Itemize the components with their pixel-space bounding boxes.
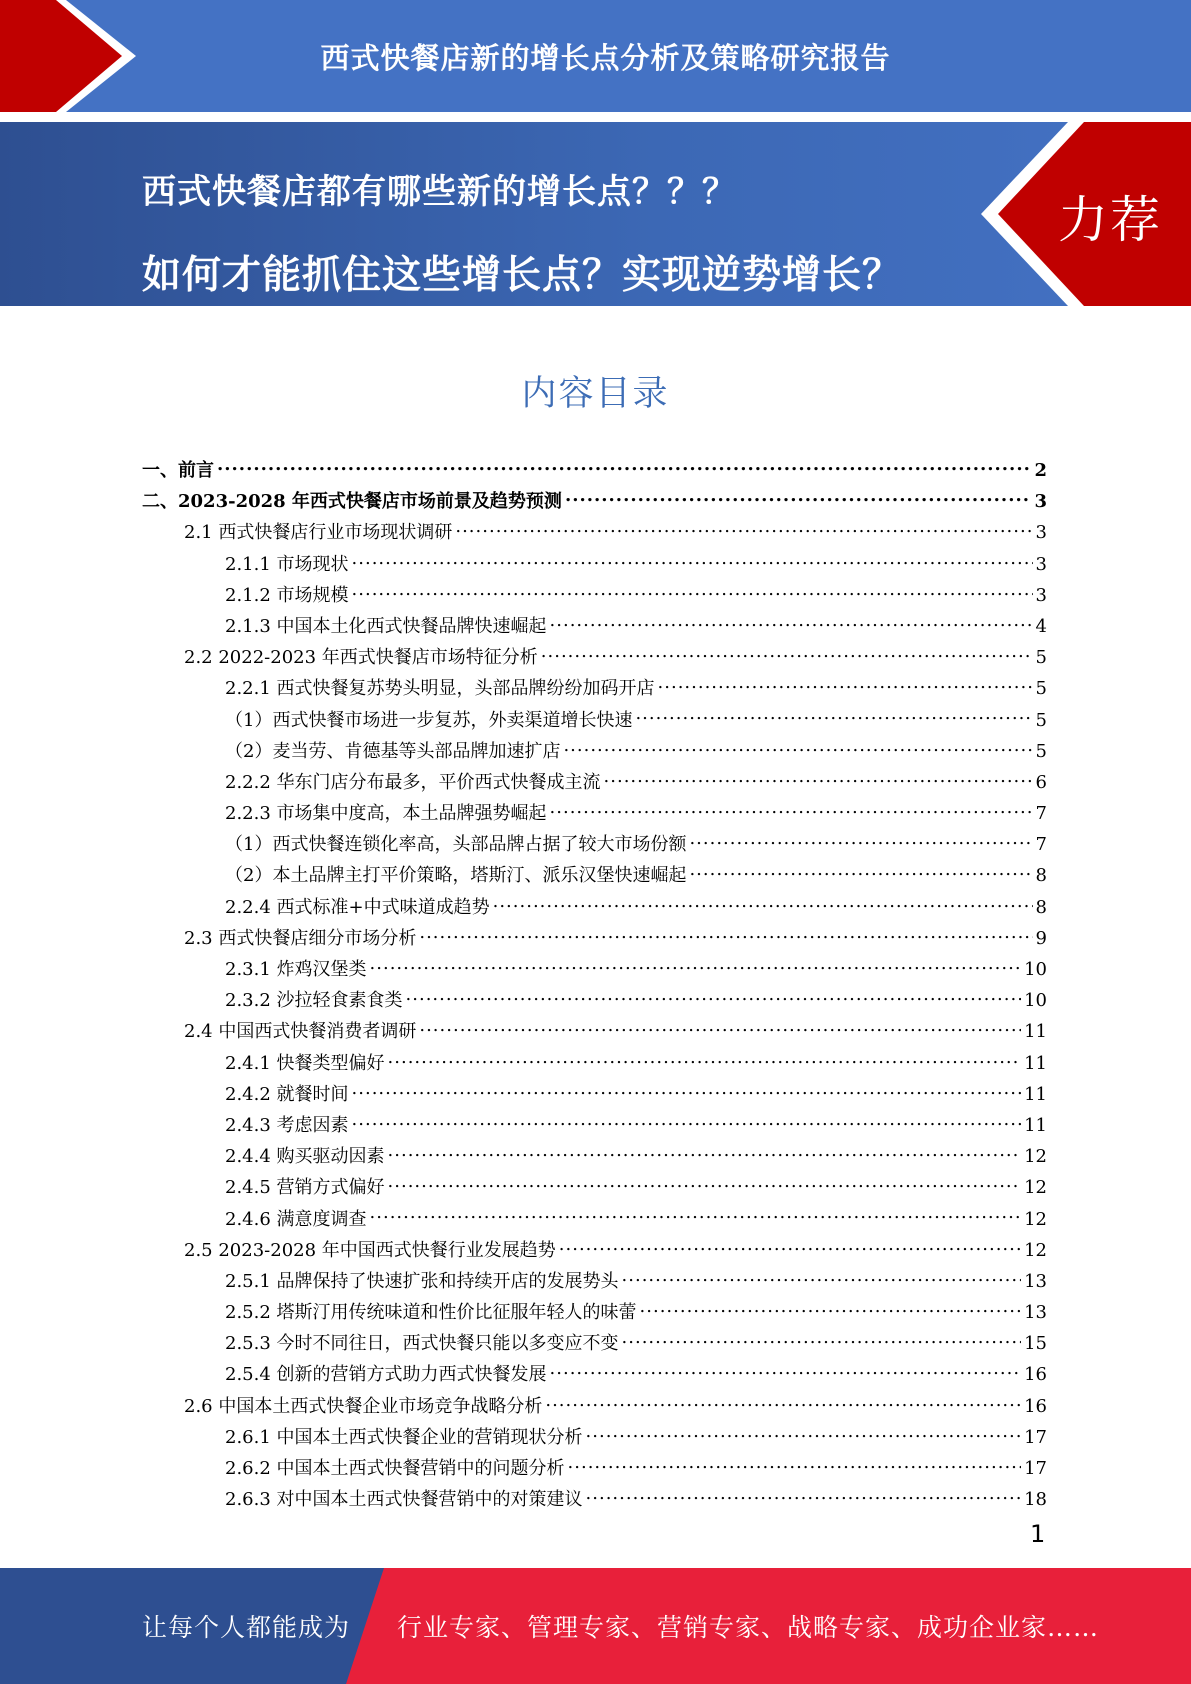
toc-entry[interactable] [142,580,1047,611]
hero-question-how-to-grow: 如何才能抓住这些增长点？实现逆势增长？ [142,253,903,298]
recommend-badge: 力荐 [1058,191,1162,249]
toc-dot-leader [370,1204,1022,1235]
toc-dot-leader [622,1266,1022,1297]
toc-entry-page: 12 [1024,1208,1047,1230]
toc-entry-title: 2.3.2 沙拉轻食素食类 [225,990,403,1012]
toc-entry-page: 4 [1035,615,1047,637]
toc-entry[interactable] [142,611,1047,642]
toc-entry[interactable] [142,1141,1047,1172]
toc-entry-title: 2.3.1 炸鸡汉堡类 [225,959,367,980]
toc-dot-leader [640,1297,1022,1328]
toc-dot-leader [689,860,1032,891]
toc-entry-title: 2.3 西式快餐店细分市场分析 [184,927,417,949]
toc-entry-page: 3 [1034,491,1047,513]
toc-entry-title: 2.1.2 市场规模 [225,584,349,606]
toc-entry-page: 3 [1035,584,1047,606]
footer-slogan-roles: 行业专家、管理专家、营销专家、战略专家、成功企业家…… [397,1613,1100,1642]
toc-entry-title: 2.2.3 市场集中度高，本土品牌强势崛起 [225,803,547,825]
toc-entry-title: 2.5.3 今时不同往日，西式快餐只能以多变应不变 [225,1333,619,1355]
toc-entry-page: 11 [1024,1083,1047,1105]
header-band [0,0,1191,112]
toc-dot-leader [545,1391,1021,1422]
toc-entry[interactable] [142,486,1047,517]
toc-entry[interactable] [142,1484,1047,1515]
toc-dot-leader [352,549,1033,580]
toc-entry-title: （2）本土品牌主打平价策略，塔斯汀、派乐汉堡快速崛起 [225,865,687,887]
toc-entry-title: 2.2 2022-2023 年西式快餐店市场特征分析 [184,647,538,669]
toc-entry-title: 2.4 中国西式快餐消费者调研 [184,1021,417,1043]
toc-entry-page: 3 [1035,553,1047,575]
toc-entry-title: 2.5.4 创新的营销方式助力西式快餐发展 [225,1364,547,1386]
toc-entry-page: 13 [1024,1302,1047,1324]
footer-slogan-lead: 让每个人都能成为 [142,1613,351,1642]
toc-entry-page: 7 [1035,834,1047,856]
toc-entry-title: 2.2.2 华东门店分布最多，平价西式快餐成主流 [225,771,601,793]
toc-entry-title: （1）西式快餐市场进一步复苏，外卖渠道增长快速 [225,709,633,731]
toc-entry-title: 2.4.4 购买驱动因素 [225,1146,385,1168]
toc-entry[interactable] [142,860,1047,891]
toc-entry[interactable] [142,829,1047,860]
toc-entry[interactable] [142,1422,1047,1453]
toc-dot-leader [622,1328,1022,1359]
toc-title: 内容目录 [521,374,670,414]
toc-entry-page: 10 [1024,959,1047,980]
toc-dot-leader [689,829,1032,860]
toc-dot-leader [563,736,1032,767]
table-of-contents [142,455,1047,1515]
toc-entry-page: 6 [1035,771,1047,793]
toc-entry-page: 3 [1035,522,1047,544]
toc-entry-title: （2）麦当劳、肯德基等头部品牌加速扩店 [225,740,561,762]
toc-dot-leader [352,1079,1022,1110]
toc-dot-leader [493,892,1033,923]
toc-entry[interactable] [142,1048,1047,1079]
toc-entry[interactable] [142,923,1047,954]
toc-entry[interactable] [142,1328,1047,1359]
toc-entry[interactable] [142,1391,1047,1422]
toc-entry-page: 11 [1024,1052,1047,1074]
toc-entry-title: （1）西式快餐连锁化率高，头部品牌占据了较大市场份额 [225,834,687,856]
toc-dot-leader [658,673,1033,704]
toc-entry[interactable] [142,1079,1047,1110]
toc-dot-leader [217,455,1031,486]
toc-dot-leader [370,954,1022,985]
toc-dot-leader [550,1359,1022,1390]
toc-entry-page: 12 [1024,1177,1047,1199]
toc-dot-leader [455,517,1032,548]
toc-dot-leader [586,1422,1022,1453]
toc-entry[interactable] [142,736,1047,767]
toc-entry-title: 二、2023-2028 年西式快餐店市场前景及趋势预测 [142,491,562,513]
toc-dot-leader [419,1016,1021,1047]
toc-entry-page: 7 [1035,803,1047,825]
toc-dot-leader [352,1110,1022,1141]
toc-dot-leader [419,923,1032,954]
toc-entry-page: 11 [1024,1114,1047,1136]
toc-entry[interactable] [142,1204,1047,1235]
toc-dot-leader [550,611,1033,642]
toc-entry-page: 5 [1035,740,1047,762]
toc-entry-page: 5 [1035,709,1047,731]
toc-entry-title: 2.2.1 西式快餐复苏势头明显，头部品牌纷纷加码开店 [225,678,655,700]
toc-entry-title: 2.4.2 就餐时间 [225,1083,349,1105]
toc-entry-page: 15 [1024,1333,1047,1355]
toc-entry[interactable] [142,517,1047,548]
toc-entry-page: 13 [1024,1270,1047,1292]
toc-entry-title: 一、前言 [142,460,214,481]
toc-entry-title: 2.4.1 快餐类型偏好 [225,1052,385,1074]
toc-entry-page: 2 [1034,460,1047,481]
toc-dot-leader [406,985,1022,1016]
toc-entry[interactable] [142,892,1047,923]
toc-entry-title: 2.1.1 市场现状 [225,553,349,575]
toc-entry[interactable] [142,549,1047,580]
toc-entry-page: 12 [1024,1146,1047,1168]
report-title: 西式快餐店新的增长点分析及策略研究报告 [320,40,891,75]
toc-entry-title: 2.4.6 满意度调查 [225,1208,367,1230]
toc-entry[interactable] [142,642,1047,673]
toc-entry[interactable] [142,1172,1047,1203]
toc-entry-page: 9 [1035,927,1047,949]
toc-entry[interactable] [142,673,1047,704]
toc-entry[interactable] [142,954,1047,985]
toc-entry-page: 5 [1035,678,1047,700]
toc-entry[interactable] [142,455,1047,486]
toc-entry-title: 2.6 中国本土西式快餐企业市场竞争战略分析 [184,1395,543,1417]
page-number: 1 [1030,1520,1046,1548]
toc-entry-title: 2.4.3 考虑因素 [225,1114,349,1136]
toc-dot-leader [352,580,1033,611]
toc-entry-page: 12 [1024,1239,1047,1261]
toc-entry-page: 11 [1024,1021,1047,1043]
toc-entry-page: 17 [1024,1458,1047,1479]
toc-entry[interactable] [142,1110,1047,1141]
toc-entry[interactable] [142,1359,1047,1390]
toc-dot-leader [586,1484,1022,1515]
toc-entry[interactable] [142,767,1047,798]
toc-entry-page: 17 [1024,1426,1047,1448]
toc-entry-title: 2.6.1 中国本土西式快餐企业的营销现状分析 [225,1426,583,1448]
toc-dot-leader [388,1172,1022,1203]
toc-entry-title: 2.5.1 品牌保持了快速扩张和持续开店的发展势头 [225,1270,619,1292]
toc-entry[interactable] [142,1297,1047,1328]
toc-dot-leader [568,1453,1022,1484]
toc-entry-title: 2.1 西式快餐店行业市场现状调研 [184,522,453,544]
toc-entry-page: 10 [1024,990,1047,1012]
toc-entry-page: 8 [1035,865,1047,887]
toc-entry-title: 2.2.4 西式标准+中式味道成趋势 [225,896,490,918]
toc-entry-title: 2.1.3 中国本土化西式快餐品牌快速崛起 [225,615,547,637]
toc-dot-leader [550,798,1033,829]
toc-entry-title: 2.6.2 中国本土西式快餐营销中的问题分析 [225,1458,565,1479]
toc-entry-title: 2.5 2023-2028 年中国西式快餐行业发展趋势 [184,1239,556,1261]
toc-entry-page: 18 [1024,1489,1047,1511]
toc-entry[interactable] [142,985,1047,1016]
toc-entry-title: 2.4.5 营销方式偏好 [225,1177,385,1199]
toc-entry[interactable] [142,798,1047,829]
toc-dot-leader [559,1235,1021,1266]
toc-dot-leader [604,767,1033,798]
toc-entry-title: 2.5.2 塔斯汀用传统味道和性价比征服年轻人的味蕾 [225,1302,637,1324]
toc-entry-page: 5 [1035,647,1047,669]
toc-entry-page: 16 [1024,1395,1047,1417]
toc-entry[interactable] [142,1453,1047,1484]
toc-dot-leader [565,486,1032,517]
toc-entry-page: 16 [1024,1364,1047,1386]
hero-band [0,122,1191,306]
toc-entry[interactable] [142,705,1047,736]
toc-entry-title: 2.6.3 对中国本土西式快餐营销中的对策建议 [225,1489,583,1511]
toc-dot-leader [388,1141,1022,1172]
toc-dot-leader [388,1048,1022,1079]
hero-question-growth-points: 西式快餐店都有哪些新的增长点？？？ [142,172,737,212]
toc-entry[interactable] [142,1266,1047,1297]
toc-dot-leader [541,642,1033,673]
toc-dot-leader [635,705,1032,736]
footer-band [0,1568,1191,1684]
toc-entry[interactable] [142,1016,1047,1047]
toc-entry-page: 8 [1035,896,1047,918]
toc-entry[interactable] [142,1235,1047,1266]
